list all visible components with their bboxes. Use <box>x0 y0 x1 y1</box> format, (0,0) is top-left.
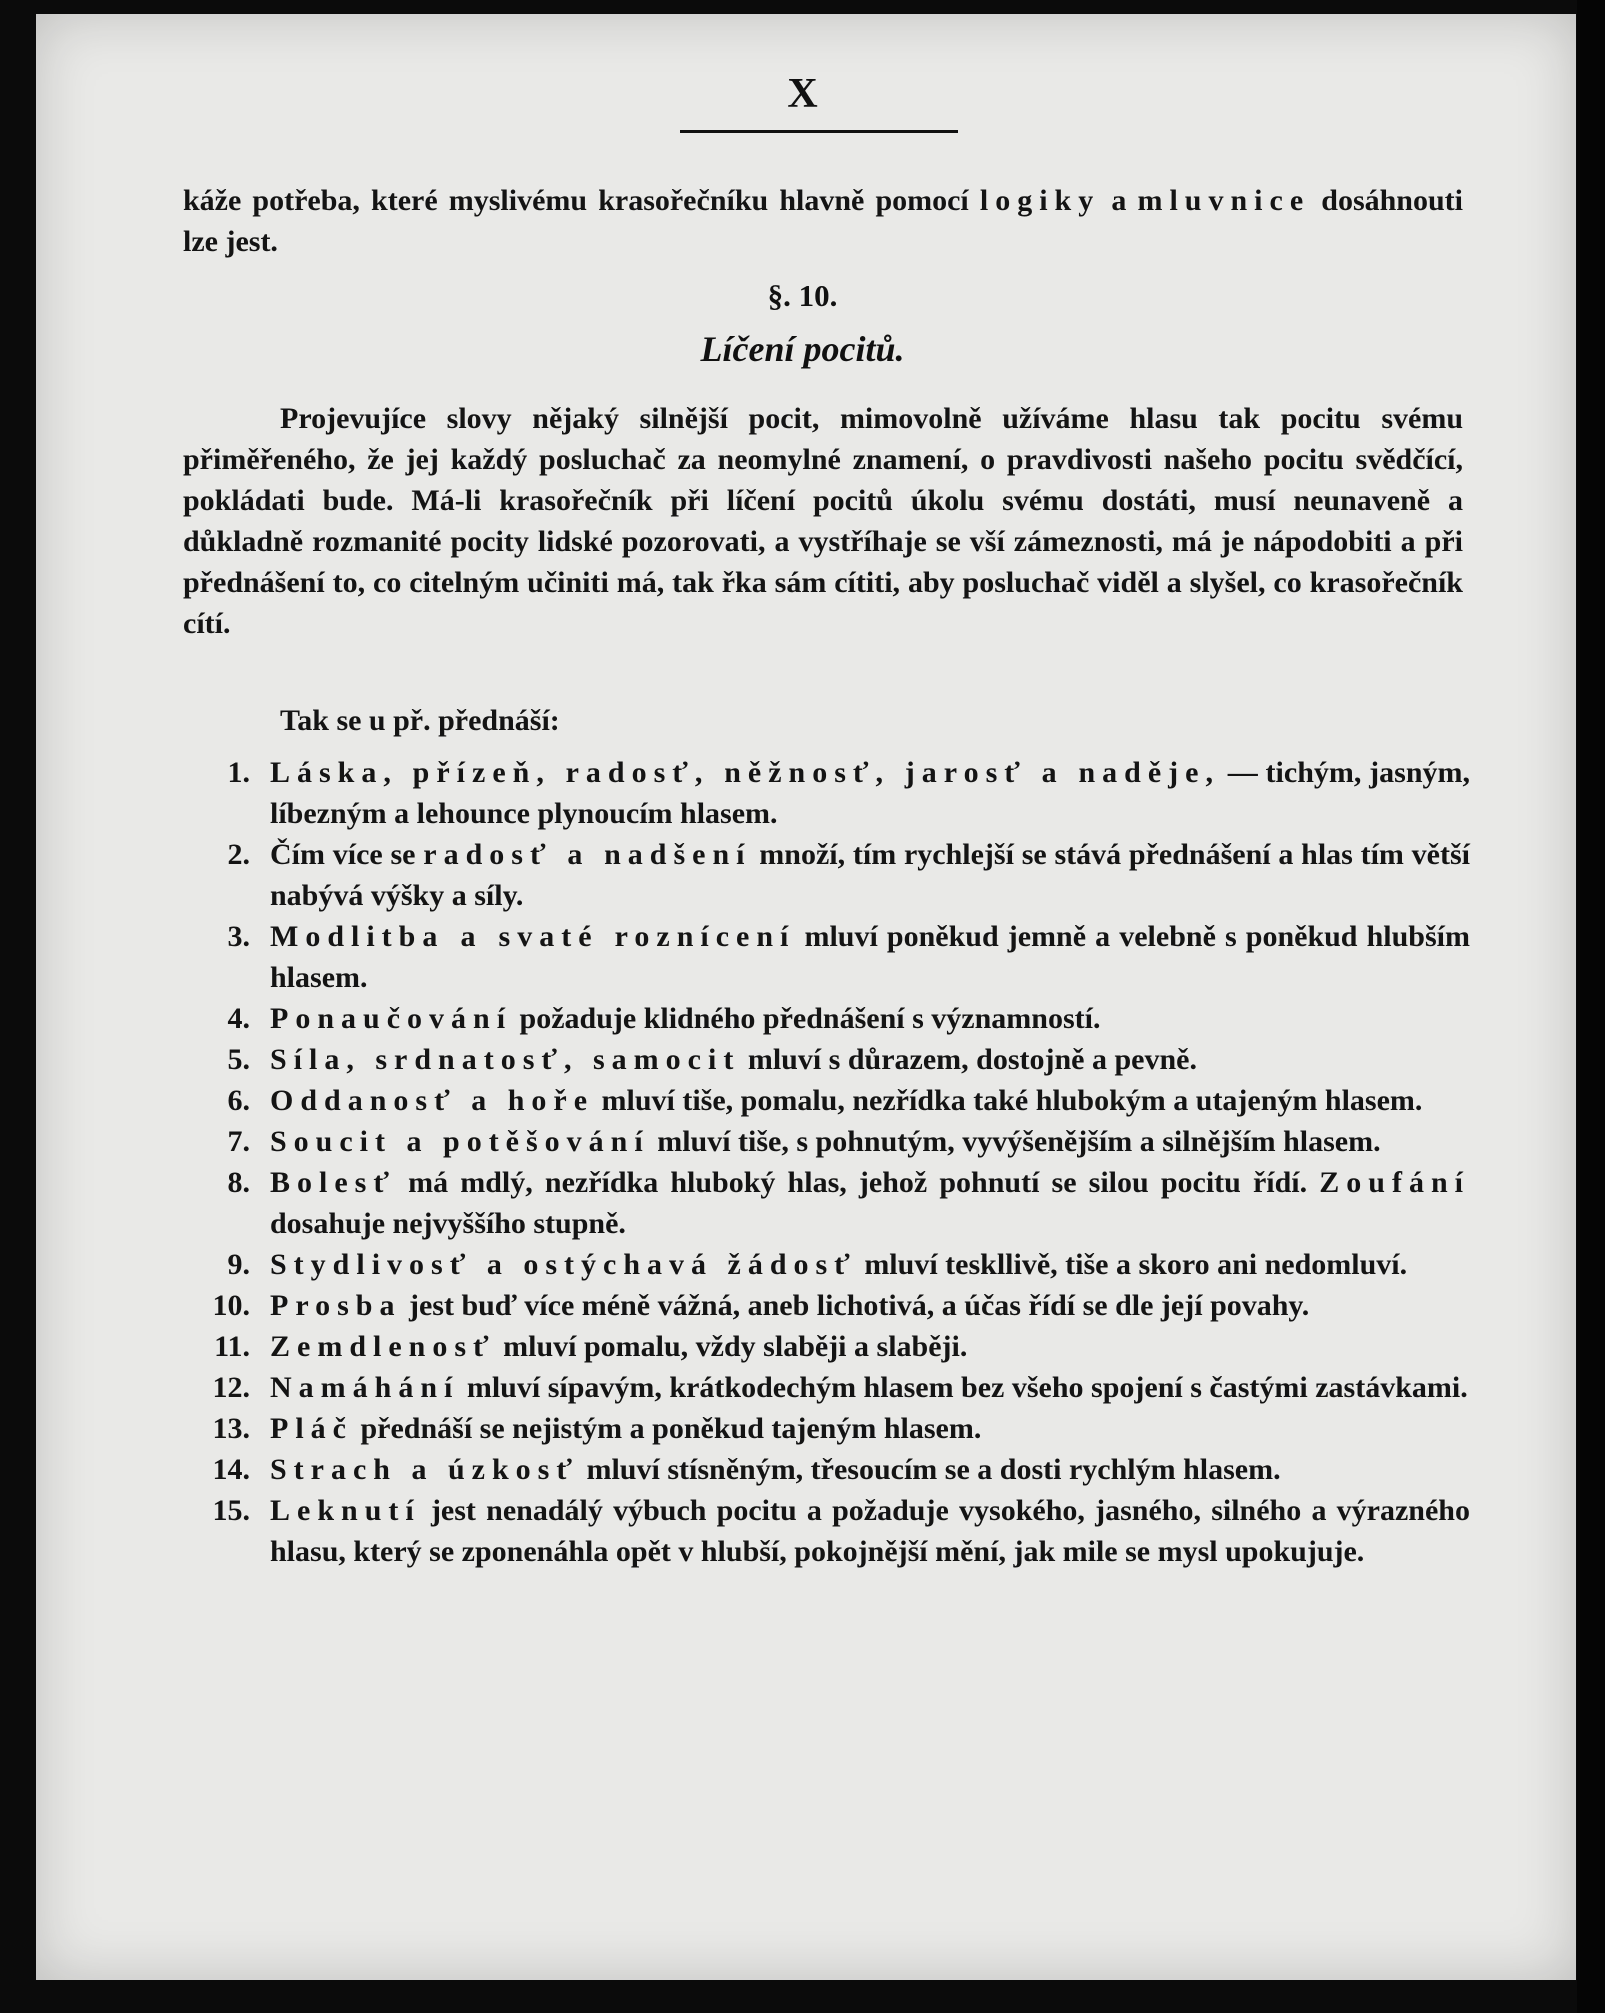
list-item <box>180 1244 1470 1285</box>
section-title: Líčení pocitů. <box>700 329 905 369</box>
body-paragraph: Projevujíce slovy nějaký silnější pocit, mimovolně užíváme hlasu tak pocitu svému přiměřeného, že jej každý posluchač za neomylné znamení, o pravdivosti našeho pocitu svědčící, pokládati bude. Má-li krasořečník při líčení pocitů úkolu svému dostáti, musí neunaveně a důkladně rozmanité pocity lidské pozorovati, a vystříhaje se vší zámeznosti, má je nápodobiti a při přednášení to, co citelným učiniti má, tak řka sám cítiti, aby posluchač viděl a slyšel, co krasořečník cítí. <box>183 402 1463 640</box>
continuation-text-a: káže potřeba, které myslivému krasořečníku hlavně pomocí <box>183 184 980 217</box>
list-item <box>180 1285 1470 1326</box>
item-text: mluví sípavým, krátkodechým hlasem bez všeho spojení s častými zastávkami. <box>459 1371 1468 1404</box>
item-term: Bolesť <box>270 1166 396 1199</box>
item-number: 14. <box>212 1453 250 1486</box>
item-term-2: Zoufání <box>1319 1166 1471 1199</box>
list-item <box>180 1039 1470 1080</box>
spaced-term-mluvnice: mluvnice <box>1137 184 1311 217</box>
item-text: mluví teskllivě, tiše a skoro ani nedomluví. <box>856 1248 1408 1281</box>
list-item <box>180 1080 1470 1121</box>
list-item <box>180 998 1470 1039</box>
list-item <box>180 834 1470 916</box>
item-number: 15. <box>212 1494 250 1527</box>
emotion-list <box>180 752 1470 1572</box>
item-term: Namáhání <box>270 1371 460 1404</box>
continuation-text-c: dosáhnouti lze jest. <box>183 184 1464 258</box>
item-term: Strach a úzkosť <box>270 1453 579 1486</box>
item-term: Modlitba a svaté roznícení <box>270 920 796 953</box>
page-header-numeral: X <box>787 71 818 117</box>
item-term: Pláč <box>270 1412 353 1445</box>
item-term: Láska, přízeň, radosť, něžnosť, jarosť a naděje, <box>270 756 1220 789</box>
item-term: radosť a nadšení <box>423 838 752 871</box>
item-prefix: Čím více se <box>270 838 424 871</box>
item-number: 2. <box>227 838 250 871</box>
header-rule <box>680 130 958 133</box>
item-text: mluví poněkud jemně a velebně s poněkud hlubším hlasem. <box>270 920 1470 994</box>
item-term: Zemdlenosť <box>270 1330 496 1363</box>
item-term: Stydlivosť a ostýchavá žádosť <box>270 1248 857 1281</box>
item-number: 9. <box>227 1248 250 1281</box>
list-item <box>180 1408 1470 1449</box>
item-number: 13. <box>212 1412 250 1445</box>
item-number: 1. <box>227 756 250 789</box>
spaced-term-logiky: logiky <box>979 184 1101 217</box>
item-text: — tichým, jasným, líbezným a lehounce plynoucím hlasem. <box>270 756 1471 830</box>
item-term: Ponaučování <box>270 1002 513 1035</box>
continuation-paragraph <box>183 180 1463 262</box>
list-item <box>180 1326 1470 1367</box>
list-item <box>180 1162 1470 1244</box>
list-item <box>180 1449 1470 1490</box>
list-item <box>180 916 1470 998</box>
item-text: požaduje klidného přednášení s významností. <box>512 1002 1101 1035</box>
list-item <box>180 752 1470 834</box>
item-text: mluví tiše, s pohnutým, vyvýšenějším a silnějším hlasem. <box>649 1125 1381 1158</box>
list-item <box>180 1121 1470 1162</box>
item-number: 5. <box>227 1043 250 1076</box>
item-text-2: dosahuje nejvyššího stupně. <box>270 1207 626 1240</box>
item-text: mluví tiše, pomalu, nezřídka také hlubokým a utajeným hlasem. <box>594 1084 1423 1117</box>
item-term: Prosba <box>270 1289 402 1322</box>
item-number: 6. <box>227 1084 250 1117</box>
section-number: §. 10. <box>767 278 838 313</box>
item-text: má mdlý, nezřídka hluboký hlas, jehož pohnutí se silou pocitu řídí. <box>395 1166 1308 1199</box>
item-term: Síla, srdnatosť, samocit <box>270 1043 741 1076</box>
list-item <box>180 1490 1470 1572</box>
item-term: Leknutí <box>270 1494 421 1527</box>
item-text: mluví s důrazem, dostojně a pevně. <box>740 1043 1197 1076</box>
item-number: 10. <box>212 1289 250 1322</box>
item-term: Soucit a potěšování <box>270 1125 650 1158</box>
item-term: Oddanosť a hoře <box>270 1084 595 1117</box>
list-intro: Tak se u př. přednáší: <box>280 704 560 737</box>
item-text: množí, tím rychlejší se stává přednášení a hlas tím větší nabývá výšky a síly. <box>270 838 1471 912</box>
item-text: mluví stísněným, třesoucím se a dosti rychlým hlasem. <box>578 1453 1281 1486</box>
list-item <box>180 1367 1470 1408</box>
item-number: 11. <box>214 1330 250 1363</box>
item-number: 8. <box>227 1166 250 1199</box>
item-text: jest nenadálý výbuch pocitu a požaduje vysokého, jasného, silného a výrazného hlasu, který se zponenáhla opět v hlubší, pokojnější mění, jak mile se mysl upokujuje. <box>270 1494 1470 1568</box>
item-number: 3. <box>227 920 250 953</box>
item-text: přednáší se nejistým a poněkud tajeným hlasem. <box>352 1412 982 1445</box>
item-number: 4. <box>227 1002 250 1035</box>
continuation-text-b: a <box>1100 184 1138 217</box>
item-text: jest buď více méně vážná, aneb lichotivá, a účas řídí se dle její povahy. <box>401 1289 1310 1322</box>
item-number: 7. <box>227 1125 250 1158</box>
item-text: mluví pomalu, vždy slaběji a slaběji. <box>495 1330 968 1363</box>
item-number: 12. <box>212 1371 250 1404</box>
